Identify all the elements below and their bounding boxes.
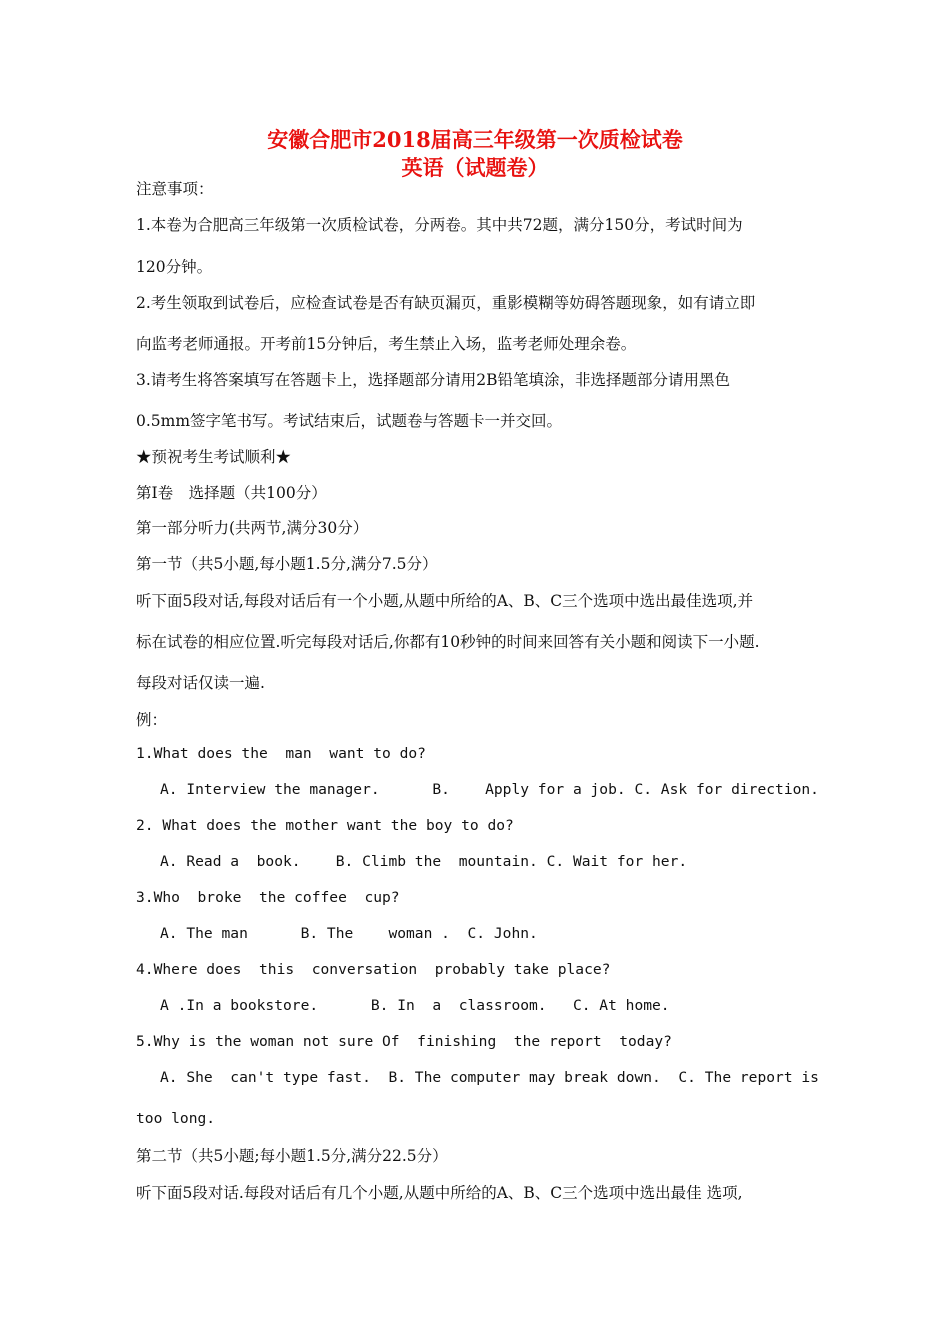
question-2: 2. What does the mother want the boy to do? <box>136 817 514 834</box>
question-5: 5.Why is the woman not sure Of finishing the report today? <box>136 1033 672 1050</box>
question-5-continuation: too long. <box>136 1110 216 1127</box>
notice-item: 3.请考生将答案填写在答题卡上，选择题部分请用2B铅笔填涂，非选择题部分请用黑色 <box>136 371 731 389</box>
subsection-heading-2: 第二节（共5小题;每小题1.5分,满分22.5分） <box>136 1147 448 1165</box>
question-1-options: A. Interview the manager. B. Apply for a job. C. Ask for direction. <box>160 781 819 798</box>
notice-item: 120分钟。 <box>136 258 213 276</box>
question-3: 3.Who broke the coffee cup? <box>136 889 400 906</box>
volume-heading: 第Ⅰ卷 选择题（共100分） <box>136 484 327 502</box>
notice-heading: 注意事项： <box>136 180 214 198</box>
wish-line: ★预祝考生考试顺利★ <box>136 448 292 466</box>
question-1: 1.What does the man want to do? <box>136 745 426 762</box>
question-4: 4.Where does this conversation probably take place? <box>136 961 611 978</box>
question-4-options: A .In a bookstore. B. In a classroom. C. At home. <box>160 997 670 1014</box>
notice-item: 2.考生领取到试卷后，应检查试卷是否有缺页漏页，重影模糊等妨碍答题现象，如有请立即 <box>136 294 756 312</box>
example-label: 例： <box>136 711 168 729</box>
notice-item: 1.本卷为合肥高三年级第一次质检试卷，分两卷。其中共72题，满分150分，考试时间为 <box>136 216 743 234</box>
subsection-heading: 第一节（共5小题,每小题1.5分,满分7.5分） <box>136 555 438 573</box>
instruction-line: 听下面5段对话,每段对话后有一个小题,从题中所给的A、B、C三个选项中选出最佳选项,并 <box>136 592 754 610</box>
question-3-options: A. The man B. The woman . C. John. <box>160 925 538 942</box>
instruction-line: 标在试卷的相应位置.听完每段对话后,你都有10秒钟的时间来回答有关小题和阅读下一小题. <box>136 633 760 651</box>
question-2-options: A. Read a book. B. Climb the mountain. C. Wait for her. <box>160 853 688 870</box>
notice-item: 向监考老师通报。开考前15分钟后，考生禁止入场，监考老师处理余卷。 <box>136 335 637 353</box>
exam-title: 安徽合肥市2018届高三年级第一次质检试卷 <box>267 127 683 152</box>
instruction-line-2: 听下面5段对话.每段对话后有几个小题,从题中所给的A、B、C三个选项中选出最佳 选项, <box>136 1184 743 1202</box>
section-heading: 第一部分听力(共两节,满分30分） <box>136 519 369 537</box>
exam-subtitle: 英语（试题卷） <box>401 155 549 180</box>
notice-item: 0.5mm签字笔书写。考试结束后，试题卷与答题卡一并交回。 <box>136 412 563 430</box>
question-5-options: A. She can't type fast. B. The computer may break down. C. The report is <box>160 1069 819 1086</box>
instruction-line: 每段对话仅读一遍. <box>136 674 265 692</box>
